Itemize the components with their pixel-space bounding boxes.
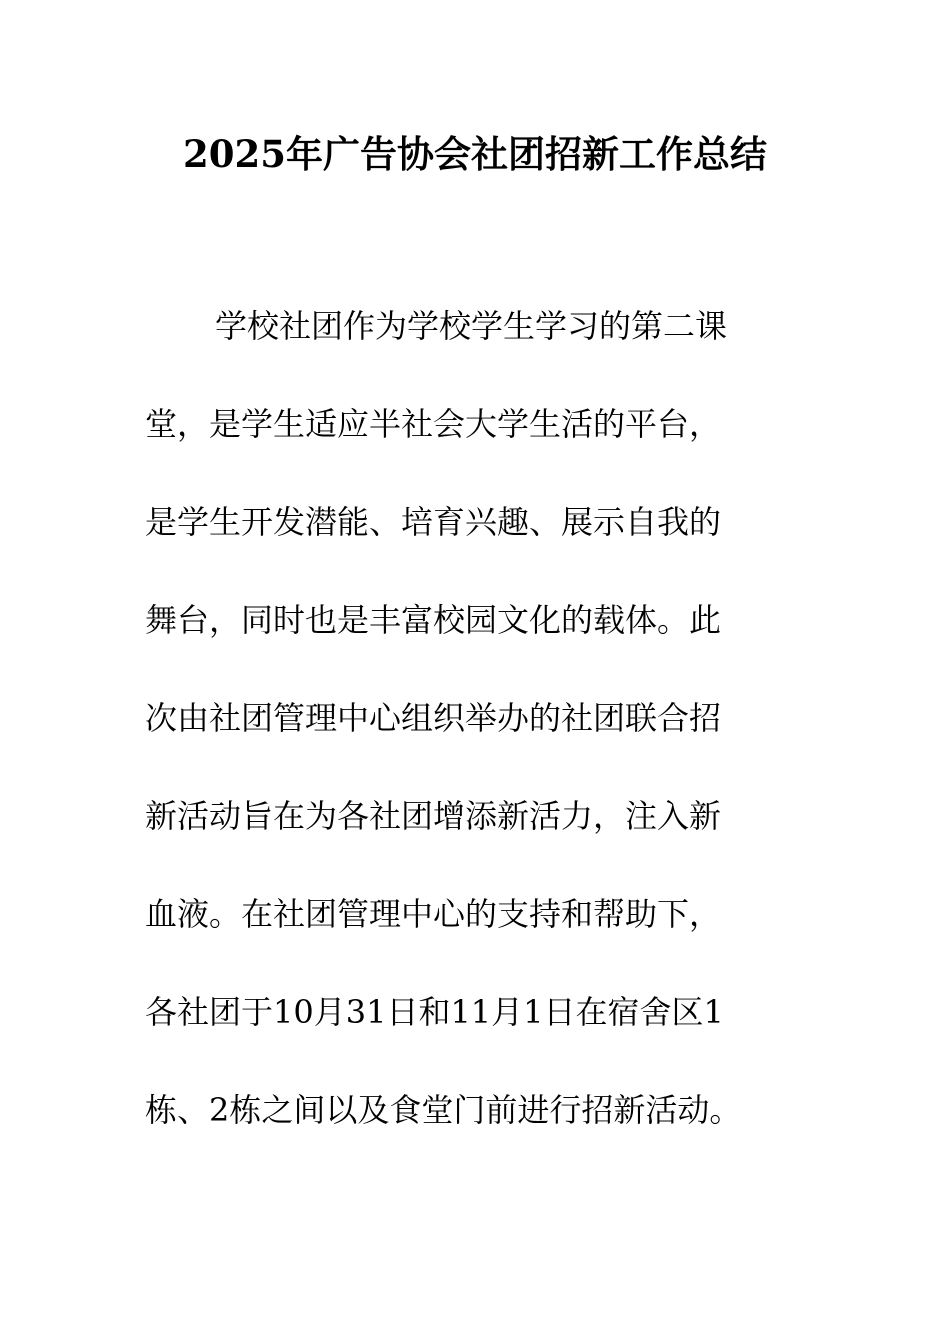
paragraph-line: 是学生开发潜能、培育兴趣、展示自我的 — [145, 503, 722, 541]
paragraph-line: 舞台，同时也是丰富校园文化的载体。此 — [145, 601, 722, 639]
paragraph-line: 新活动旨在为各社团增添新活力，注入新 — [145, 797, 722, 835]
paragraph-line: 堂，是学生适应半社会大学生活的平台， — [145, 405, 722, 443]
document-title: 2025年广告协会社团招新工作总结 — [183, 132, 767, 176]
paragraph-line: 学校社团作为学校学生学习的第二课 — [215, 307, 728, 345]
paragraph-line: 栋、2栋之间以及食堂门前进行招新活动。 — [145, 1091, 742, 1129]
paragraph-line: 次由社团管理中心组织举办的社团联合招 — [145, 699, 722, 737]
paragraph-line: 各社团于10月31日和11月1日在宿舍区1 — [145, 993, 724, 1031]
document-body — [145, 300, 825, 1182]
paragraph-line: 血液。在社团管理中心的支持和帮助下， — [145, 895, 722, 933]
